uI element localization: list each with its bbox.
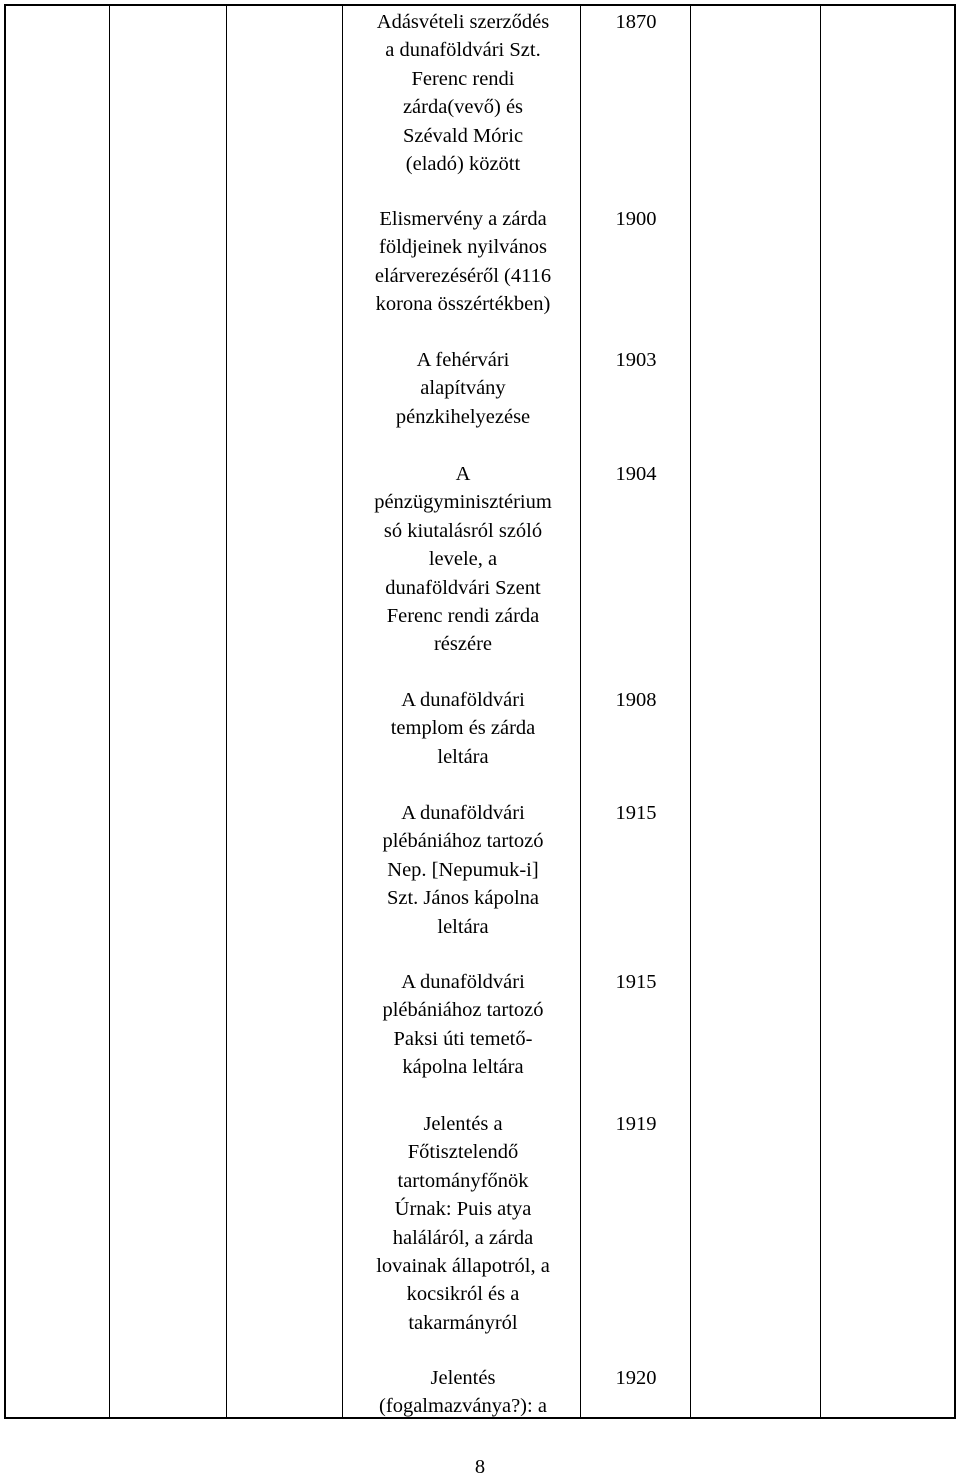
description-line: Főtisztelendő	[407, 1141, 519, 1164]
table-row	[344, 8, 582, 178]
description-line: korona összértékben)	[375, 293, 551, 316]
year-cell: 1919	[615, 1113, 657, 1135]
description-line: dunaföldvári Szent	[385, 576, 541, 599]
year-cell: 1904	[615, 463, 657, 485]
column-divider-6	[820, 6, 821, 1417]
table-row	[344, 205, 582, 319]
description-line: (fogalmazványa?): a	[379, 1395, 547, 1418]
description-line: A dunaföldvári	[401, 802, 525, 824]
column-divider-5	[690, 6, 691, 1417]
column-divider-2	[226, 6, 227, 1417]
column-divider-1	[109, 6, 110, 1417]
description-line: földjeinek nyilvános	[379, 236, 547, 259]
description-line: Paksi úti temető-	[393, 1027, 533, 1050]
archive-table	[4, 4, 956, 1419]
description-line: pénzkihelyezése	[395, 405, 531, 428]
description-line: templom és zárda	[390, 717, 536, 740]
year-cell: 1908	[615, 689, 657, 711]
description-line: A	[455, 463, 471, 485]
description-column	[344, 6, 582, 1417]
year-cell: 1915	[615, 971, 657, 993]
description-line: (eladó) között	[405, 153, 521, 176]
description-line: Szévald Móric	[402, 124, 524, 147]
table-row	[344, 1364, 582, 1421]
description-line: A fehérvári	[416, 349, 510, 371]
description-line: leltára	[437, 745, 489, 768]
table-row	[344, 799, 582, 941]
description-line: részére	[433, 633, 493, 656]
description-line: Adásvételi szerződés	[376, 11, 550, 33]
description-line: plébániához tartozó	[382, 830, 544, 853]
description-line: plébániához tartozó	[382, 999, 544, 1022]
table-row	[344, 460, 582, 659]
description-line: Úrnak: Puis atya	[394, 1198, 532, 1221]
description-line: Elismervény a zárda	[379, 208, 547, 230]
description-line: só kiutalásról szóló	[383, 519, 543, 542]
description-line: a dunaföldvári Szt.	[385, 39, 541, 62]
year-cell: 1870	[615, 11, 657, 33]
description-line: zárda(vevő) és	[402, 96, 524, 119]
table-row	[344, 1110, 582, 1337]
description-line: levele, a	[428, 548, 498, 571]
year-cell: 1903	[615, 349, 657, 371]
description-line: A dunaföldvári	[401, 689, 525, 711]
year-cell: 1900	[615, 208, 657, 230]
table-row	[344, 686, 582, 771]
year-cell: 1915	[615, 802, 657, 824]
description-line: leltára	[437, 915, 489, 938]
description-line: tartományfőnök	[397, 1169, 529, 1192]
page-number: 8	[474, 1456, 486, 1478]
table-row	[344, 968, 582, 1082]
table-row	[344, 346, 582, 431]
description-line: Nep. [Nepumuk-i]	[387, 858, 539, 881]
year-column	[582, 6, 690, 1417]
description-line: lovainak állapotról, a	[376, 1255, 550, 1278]
description-line: takarmányról	[408, 1311, 518, 1334]
description-line: Jelentés	[430, 1367, 496, 1389]
description-line: alapítvány	[420, 377, 506, 400]
description-line: Jelentés a	[423, 1113, 503, 1135]
description-line: elárverezéséről (4116	[374, 264, 552, 287]
description-line: Ferenc rendi zárda	[386, 605, 540, 628]
description-line: kocsikról és a	[406, 1283, 520, 1306]
description-line: Ferenc rendi	[411, 67, 515, 90]
description-line: Szt. János kápolna	[386, 887, 540, 910]
description-line: pénzügyminisztérium	[374, 491, 552, 514]
column-divider-3	[342, 6, 343, 1417]
description-line: A dunaföldvári	[401, 971, 525, 993]
description-line: kápolna leltára	[402, 1056, 524, 1079]
description-line: haláláról, a zárda	[392, 1226, 534, 1249]
year-cell: 1920	[615, 1367, 657, 1389]
